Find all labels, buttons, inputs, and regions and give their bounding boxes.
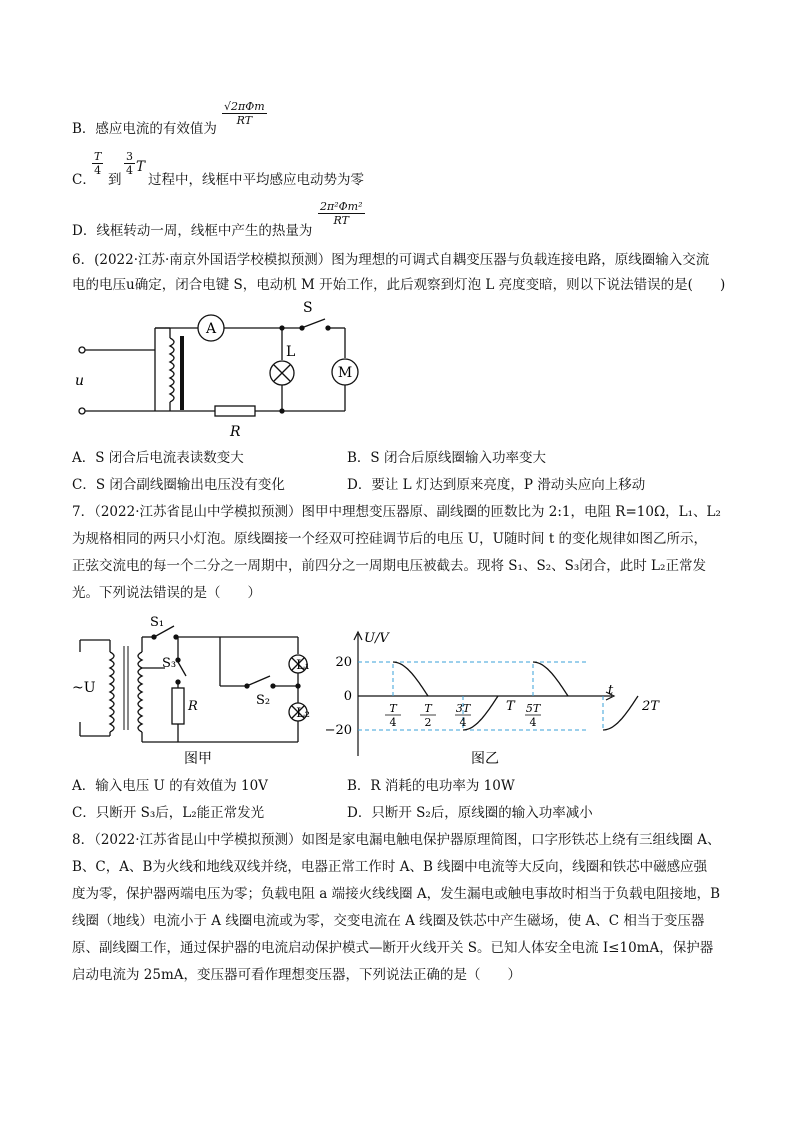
- x-tick-label-5: 2T: [642, 699, 659, 714]
- x-axis-label: t: [608, 683, 614, 698]
- q5-option-b-denominator: RT: [236, 114, 253, 127]
- q7-stem-line1: 7．（2022·江苏省昆山中学模拟预测）图甲中理想变压器原、副线圈的匝数比为 2:1，电阻 R=10Ω，L₁、L₂: [72, 504, 721, 520]
- q6-stem-line2: 电的电压u确定，闭合电键 S，电动机 M 开始工作，此后观察到灯泡 L 亮度变暗，则以下说法错误的是( ): [72, 277, 726, 293]
- q7-figure-yi-chart: [324, 626, 659, 768]
- x-tick-label-3: T: [506, 699, 515, 714]
- q8-stem-line5: 原、副线圈工作，通过保护器的电流启动保护模式—断开火线开关 S。已知人体安全电流 I≤10mA，保护器: [72, 940, 714, 956]
- q5-option-c-text: 过程中，线框中平均感应电动势为零: [148, 172, 364, 188]
- q7-stem-line2: 为规格相同的两只小灯泡。原线圈接一个经双可控硅调节后的电压 U，U随时间 t 的变化规律如图乙所示，: [72, 531, 708, 547]
- q8-stem-line3: 度为零，保护器两端电压为零；负载电阻 a 端接火线线圈 A，发生漏电或触电事故时相当于负载电阻接地，B: [72, 886, 721, 902]
- x-tick-den-0: 4: [389, 716, 397, 729]
- q7-r-label: R: [188, 699, 198, 714]
- waveform-segment-3: [603, 696, 638, 730]
- q7-s2-label: S₂: [256, 693, 271, 708]
- q7-l2-label: L₂: [296, 706, 310, 721]
- q7-source-label: ~U: [72, 680, 96, 696]
- q5-option-b[interactable]: [72, 120, 217, 138]
- q6-option-b[interactable]: B．S 闭合后原线圈输入功率变大: [347, 450, 546, 466]
- y-tick-label-2: −20: [324, 723, 352, 738]
- q5-option-b-fraction: [222, 100, 267, 127]
- y-tick-label-1: 0: [343, 689, 352, 704]
- q6-switch-label: S: [303, 300, 313, 316]
- q5-option-c-t: T: [136, 159, 146, 175]
- waveform-segment-0: [393, 662, 428, 696]
- q7-s3-label: S₃: [162, 656, 177, 671]
- q7-figure-jia: [70, 612, 310, 767]
- q5-option-d[interactable]: [72, 222, 312, 240]
- q5-option-c-label: C．: [72, 172, 96, 188]
- x-tick-num-2: 3T: [455, 702, 471, 715]
- q5-option-b-text: B．感应电流的有效值为: [72, 121, 217, 137]
- q5-option-c-frac1-den: 4: [94, 164, 102, 177]
- x-tick-num-4: 5T: [525, 702, 541, 715]
- q5-option-d-fraction: [318, 200, 365, 227]
- q7-s1-label: S₁: [150, 615, 165, 630]
- q5-option-c-fraction-2: [124, 150, 135, 177]
- q7-stem-line3: 正弦交流电的每一个二分之一周期中，前四分之一周期电压被截去。现将 S₁、S₂、S₃闭合，此时 L₂正常发: [72, 558, 706, 574]
- q5-option-d-denominator: RT: [333, 214, 349, 227]
- q8-stem-line4: 线圈（地线）电流小于 A 线圈电流或为零，交变电流在 A 线圈及铁芯中产生磁场，使 A、C 相当于变压器: [72, 913, 705, 929]
- q6-ammeter-label: A: [205, 321, 217, 337]
- q5-option-c-fraction-1: [92, 150, 103, 177]
- q7-figure-jia-caption: 图甲: [184, 751, 212, 767]
- q5-option-c-frac2-num: 3: [126, 150, 133, 163]
- q7-option-a[interactable]: A．输入电压 U 的有效值为 10V: [72, 778, 268, 794]
- x-tick-num-1: T: [424, 702, 432, 715]
- x-tick-den-1: 2: [424, 716, 432, 729]
- q6-motor-label: M: [337, 365, 353, 381]
- q8-stem-line6: 启动电流为 25mA，变压器可看作理想变压器，下列说法正确的是（ ）: [72, 967, 522, 983]
- q5-option-c-frac2-den: 4: [126, 164, 133, 177]
- q5-option-c-to: 到: [108, 172, 122, 188]
- q6-option-d[interactable]: D．要让 L 灯达到原来亮度，P 滑动头应向上移动: [347, 477, 646, 493]
- q7-l1-label: L₁: [296, 658, 310, 673]
- q6-option-c[interactable]: C．S 闭合副线圈输出电压没有变化: [72, 477, 285, 493]
- q6-stem-line1: 6．(2022·江苏·南京外国语学校模拟预测）图为理想的可调式自耦变压器与负载连接电路，原线圈输入交流: [72, 252, 710, 268]
- q7-option-b[interactable]: B．R 消耗的电功率为 10W: [347, 778, 515, 794]
- x-tick-den-2: 4: [459, 716, 467, 729]
- x-tick-den-4: 4: [529, 716, 537, 729]
- q7-stem-line4: 光。下列说法错误的是（ ）: [72, 585, 261, 601]
- x-tick-num-0: T: [389, 702, 397, 715]
- y-axis-label: U/V: [364, 631, 389, 646]
- q6-lamp-label: L: [286, 344, 296, 360]
- q8-stem-line1: 8．（2022·江苏省昆山中学模拟预测）如图是家电漏电触电保护器原理简图，口字形铁芯上绕有三组线圈 A、: [72, 832, 721, 848]
- q8-stem-line2: B、C，A、B为火线和地线双线并绕，电器正常工作时 A、B 线圈中电流等大反向，线圈和铁芯中磁感应强: [72, 859, 708, 875]
- q6-circuit-diagram: [70, 298, 370, 443]
- q7-figure-yi-caption: 图乙: [471, 751, 499, 767]
- q7-option-d[interactable]: D．只断开 S₂后，原线圈的输入功率减小: [347, 805, 593, 821]
- q5-option-d-numerator: 2π²Φm²: [320, 200, 363, 213]
- y-tick-label-0: 20: [335, 655, 352, 670]
- q5-option-d-text: D．线框转动一周，线框中产生的热量为: [72, 223, 313, 239]
- q5-option-c-frac1-num: T: [94, 150, 102, 163]
- q6-input-label: u: [75, 373, 85, 389]
- q6-resistor-label: R: [230, 424, 241, 440]
- q6-option-a[interactable]: A．S 闭合后电流表读数变大: [72, 450, 244, 466]
- q5-option-b-numerator: √2πΦm: [224, 100, 265, 113]
- waveform-segment-2: [533, 662, 568, 696]
- q7-option-c[interactable]: C．只断开 S₃后，L₂能正常发光: [72, 805, 265, 821]
